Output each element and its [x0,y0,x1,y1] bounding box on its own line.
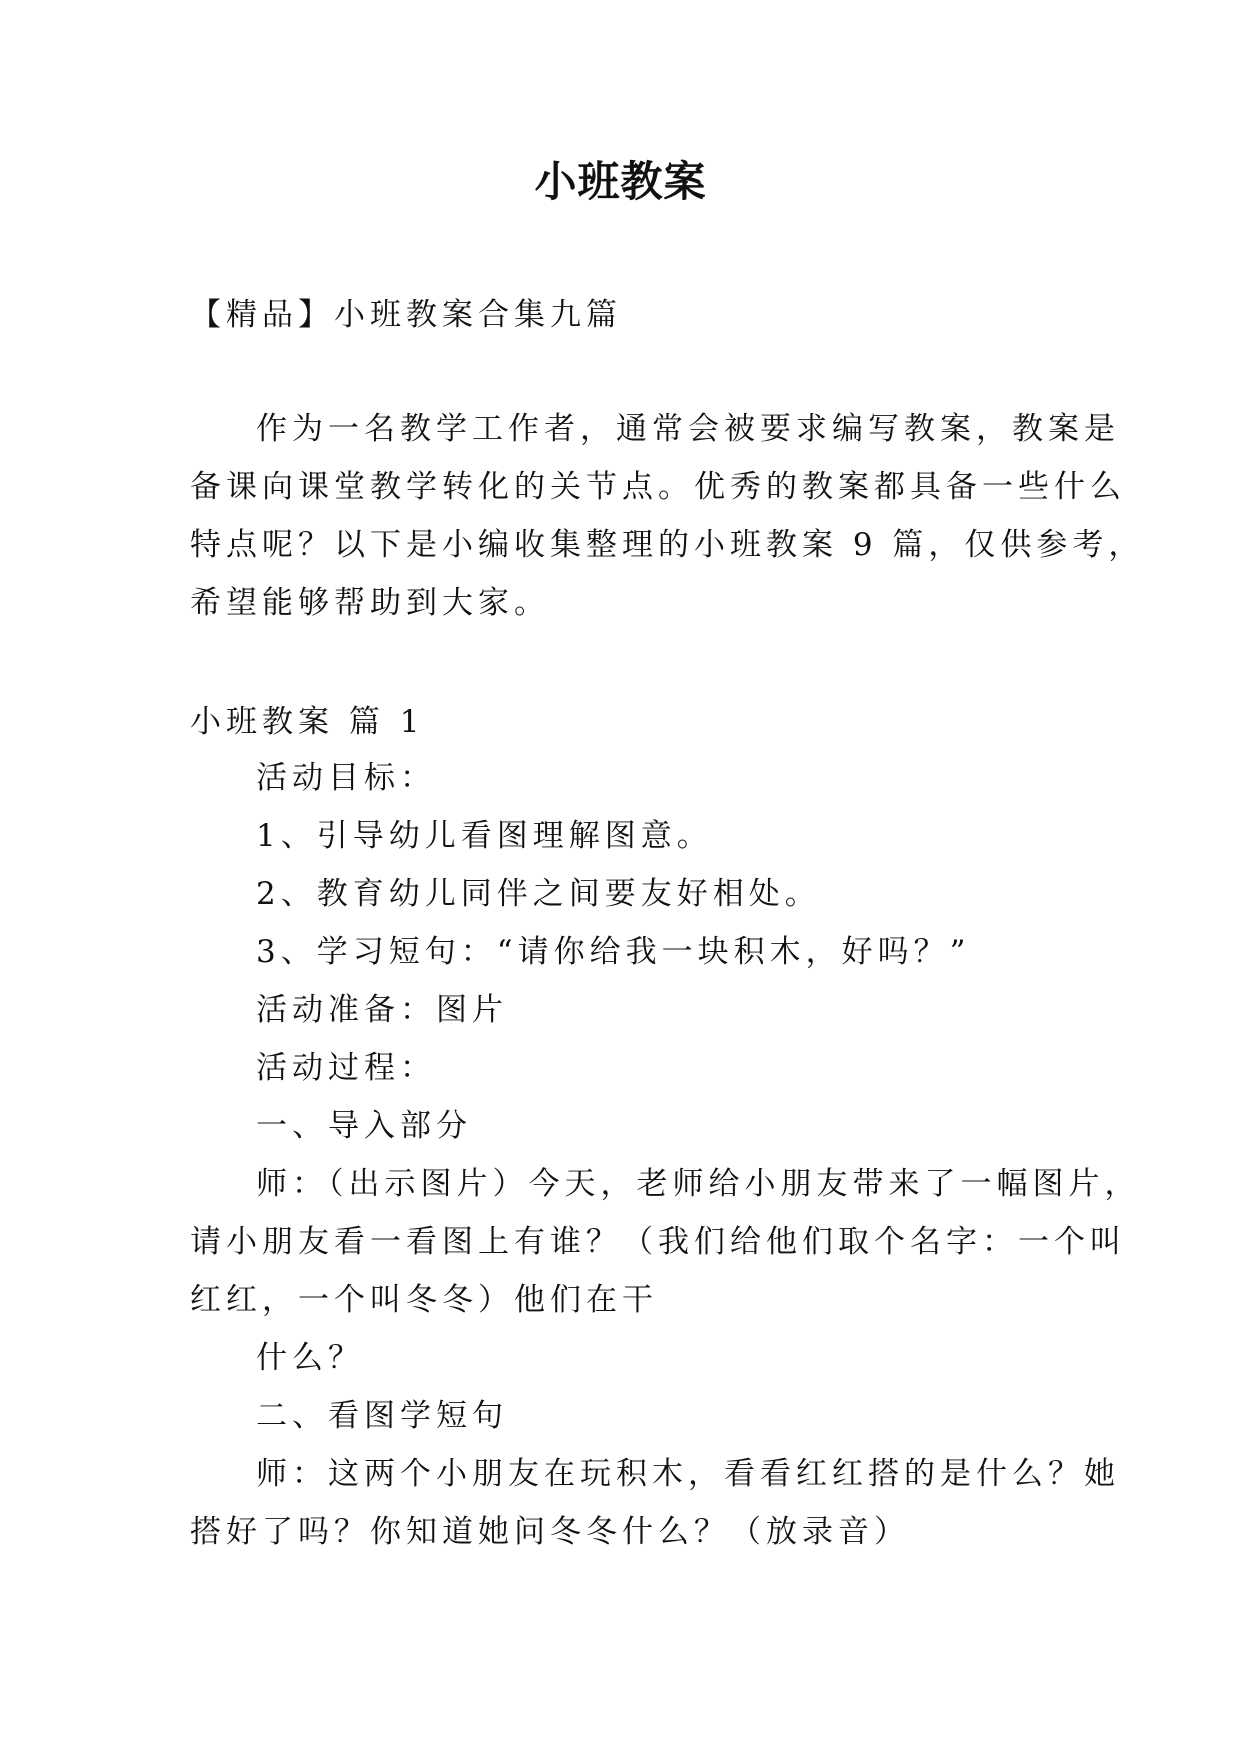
intro-line-1: 作为一名教学工作者，通常会被要求编写教案，教案是 [256,411,1120,447]
body-line-2: 1、引导幼儿看图理解图意。 [256,818,713,854]
body-line-10: 红红，一个叫冬冬）他们在干 [190,1282,658,1318]
body-line-3: 2、教育幼儿同伴之间要友好相处。 [256,876,821,912]
body-line-5: 活动准备：图片 [256,992,508,1028]
document-title: 小班教案 [534,157,707,206]
intro-line-2: 备课向课堂教学转化的关节点。优秀的教案都具备一些什么 [190,469,1126,505]
intro-line-3: 特点呢？以下是小编收集整理的小班教案 9 篇，仅供参考， [190,527,1145,563]
body-line-11: 什么？ [256,1340,364,1376]
body-line-12: 二、看图学短句 [256,1398,508,1434]
body-line-6: 活动过程： [256,1050,436,1086]
body-line-9: 请小朋友看一看图上有谁？（我们给他们取个名字：一个叫 [190,1224,1126,1260]
section-heading: 小班教案 篇 1 [190,704,425,740]
body-line-1: 活动目标： [256,760,436,796]
body-line-4: 3、学习短句：“请你给我一块积木，好吗？” [256,934,971,970]
document-subtitle: 【精品】小班教案合集九篇 [190,297,622,333]
body-line-8: 师：（出示图片）今天，老师给小朋友带来了一幅图片， [256,1166,1141,1202]
body-line-13: 师：这两个小朋友在玩积木，看看红红搭的是什么？她 [256,1456,1120,1492]
body-line-7: 一、导入部分 [256,1108,472,1144]
body-line-14: 搭好了吗？你知道她问冬冬什么？（放录音） [190,1514,910,1550]
intro-line-4: 希望能够帮助到大家。 [190,585,550,621]
